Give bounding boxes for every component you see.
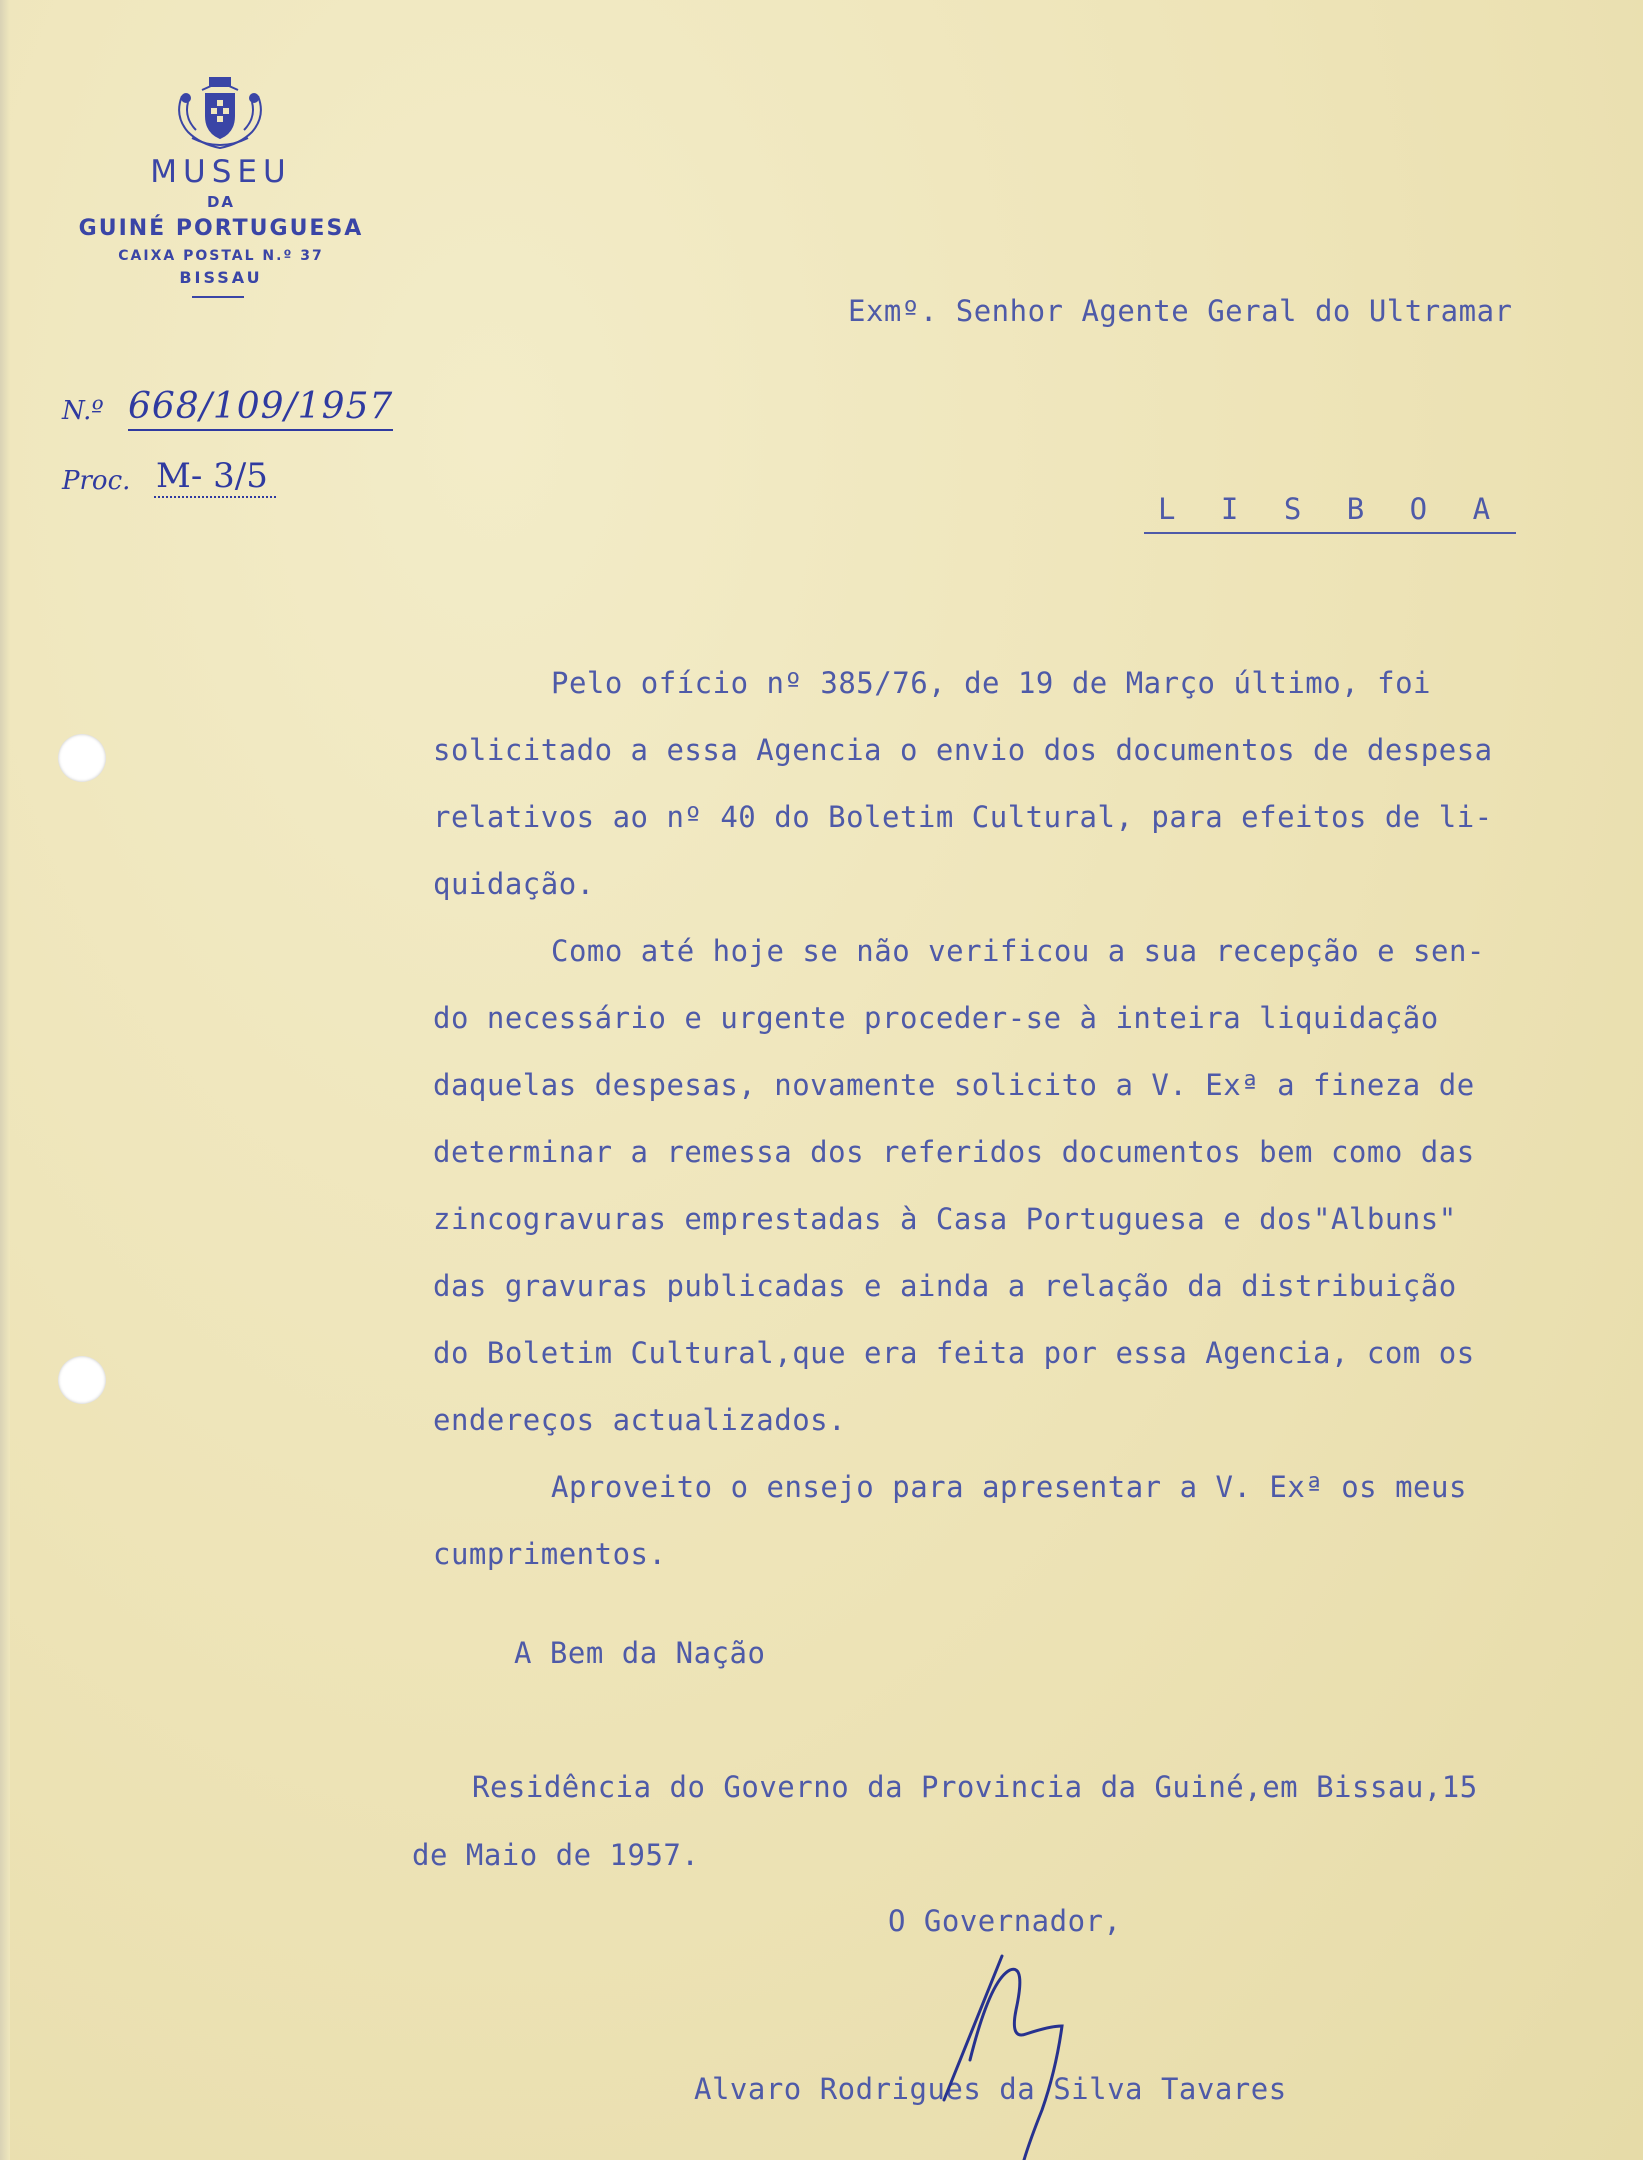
punch-hole-top xyxy=(58,734,106,782)
signature xyxy=(930,1950,1100,2160)
process-label: Proc. xyxy=(62,466,131,496)
letterhead-guine: GUINÉ PORTUGUESA xyxy=(78,216,364,241)
letterhead-museu: MUSEU xyxy=(150,154,292,190)
body-line: cumprimentos. xyxy=(433,1537,667,1571)
letterhead-divider xyxy=(192,296,244,298)
body-line: quidação. xyxy=(433,867,595,901)
reference-number-value: 668/109/1957 xyxy=(128,386,393,431)
reference-number-label: N.º xyxy=(62,396,104,426)
body-line: Como até hoje se não verificou a sua recepção e sen- xyxy=(551,934,1485,968)
body-line: do Boletim Cultural,que era feita por essa Agencia, com os xyxy=(433,1336,1475,1370)
body-line: Pelo ofício nº 385/76, de 19 de Março último, foi xyxy=(551,666,1432,700)
addressee-city: L I S B O A xyxy=(1144,492,1516,534)
body-line: daquelas despesas, novamente solicito a V. Exª a fineza de xyxy=(433,1068,1475,1102)
salutation: A Bem da Nação xyxy=(514,1636,766,1670)
body-line: relativos ao nº 40 do Boletim Cultural, para efeitos de li- xyxy=(433,800,1493,834)
body-line: zincogravuras emprestadas à Casa Portuguesa e dos"Albuns" xyxy=(433,1202,1457,1236)
letterhead-da: DA xyxy=(206,193,236,211)
place-date-line: Residência do Governo da Provincia da Guiné,em Bissau,15 xyxy=(472,1770,1478,1804)
signatory-name: Alvaro Rodrigues da Silva Tavares xyxy=(694,2072,1287,2106)
paper-edge xyxy=(0,0,10,2160)
place-date-line: de Maio de 1957. xyxy=(412,1838,700,1872)
punch-hole-bottom xyxy=(58,1356,106,1404)
body-line: Aproveito o ensejo para apresentar a V. Exª os meus xyxy=(551,1470,1467,1504)
letterhead-caixa-postal: CAIXA POSTAL N.º 37 xyxy=(118,248,324,264)
process-value: M- 3/5 xyxy=(154,456,276,498)
body-line: solicitado a essa Agencia o envio dos documentos de despesa xyxy=(433,733,1493,767)
coat-of-arms-icon xyxy=(172,76,268,154)
body-line: determinar a remessa dos referidos documentos bem como das xyxy=(433,1135,1475,1169)
signatory-title: O Governador, xyxy=(888,1904,1122,1938)
body-line: das gravuras publicadas e ainda a relação da distribuição xyxy=(433,1269,1457,1303)
body-line: endereços actualizados. xyxy=(433,1403,847,1437)
letterhead-bissau: BISSAU xyxy=(179,268,263,287)
addressee-line: Exmº. Senhor Agente Geral do Ultramar xyxy=(848,294,1513,328)
body-line: do necessário e urgente proceder-se à inteira liquidação xyxy=(433,1001,1439,1035)
